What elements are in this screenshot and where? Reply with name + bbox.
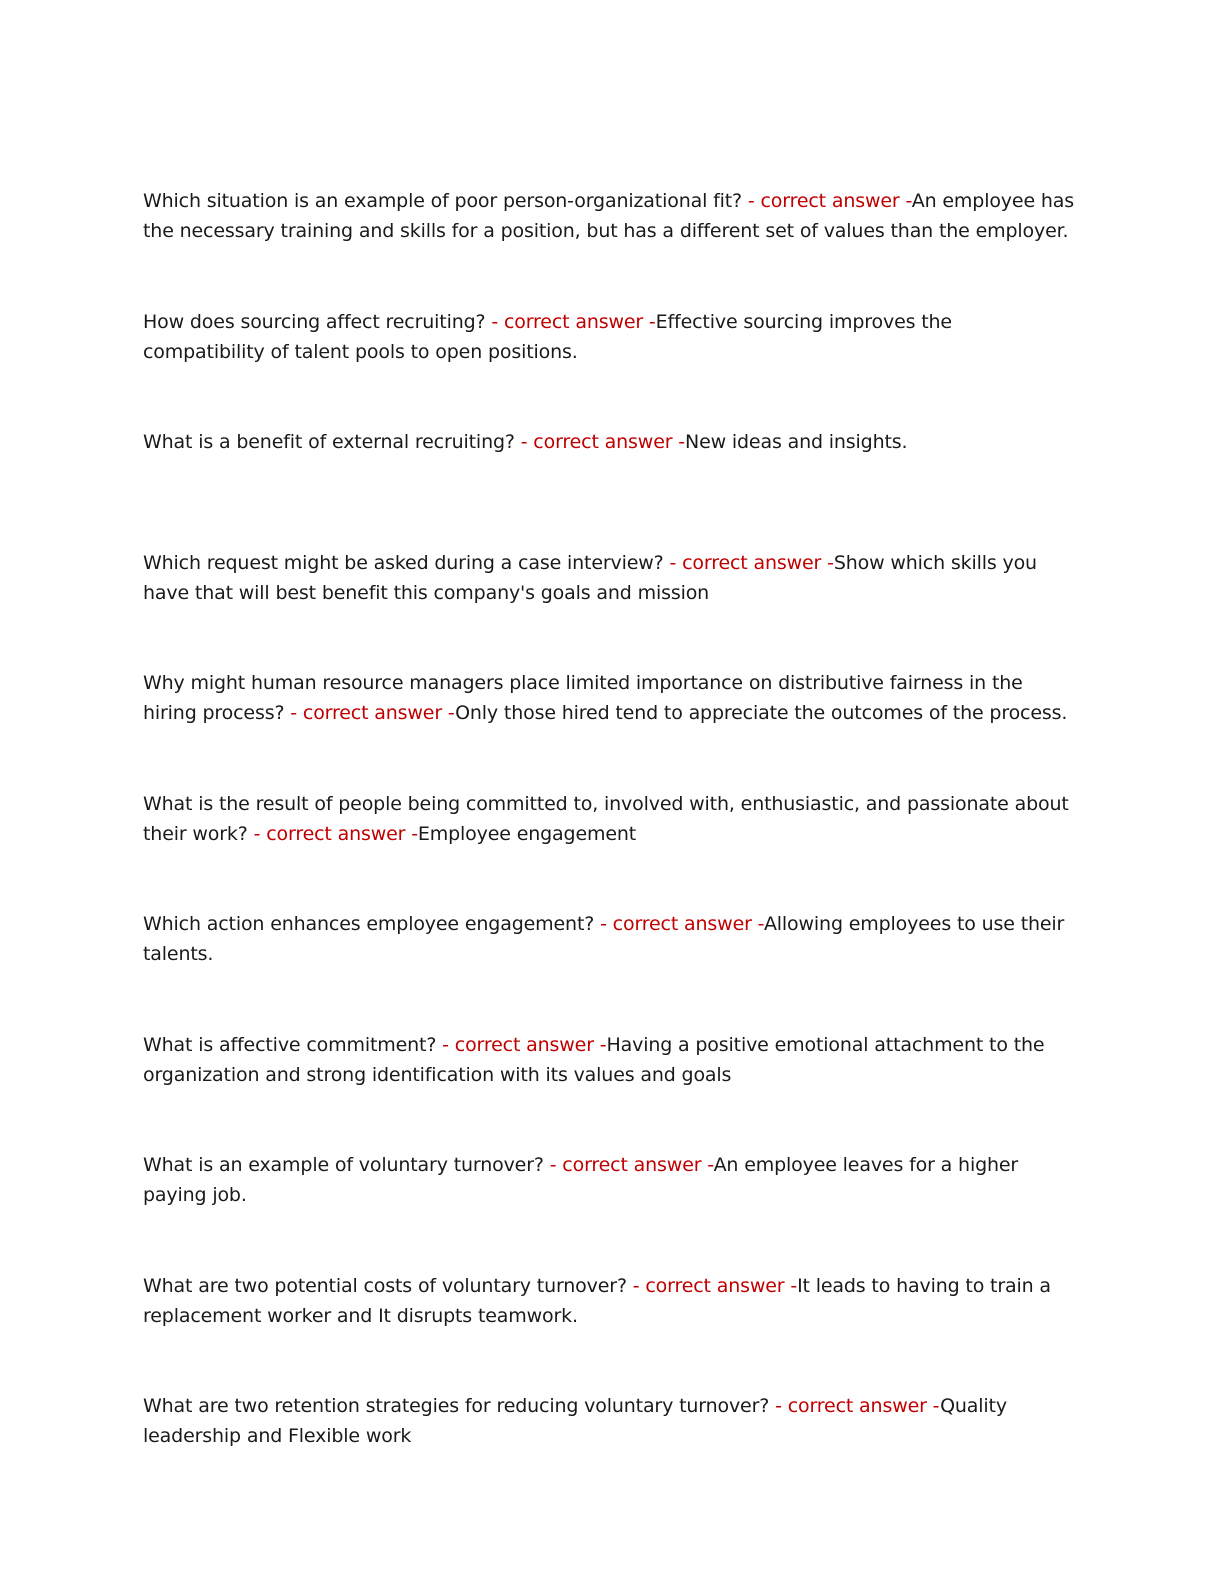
answer-text: It leads to having to train a replacement worker and It disrupts teamwork.	[143, 1274, 1051, 1327]
question-text: What are two retention strategies for reducing voluntary turnover?	[143, 1395, 770, 1417]
question-text: What is the result of people being committed to, involved with, enthusiastic, and passionate about their work?	[143, 792, 1069, 845]
answer-text: An employee has the necessary training and skills for a position, but has a different set of values than the employer.	[143, 190, 1075, 242]
question-text: Which action enhances employee engagement?	[143, 913, 595, 935]
correct-answer-separator: - correct answer -	[442, 1033, 607, 1056]
answer-text: Effective sourcing improves the compatibility of talent pools to open positions.	[143, 310, 952, 363]
correct-answer-separator: - correct answer -	[669, 551, 834, 574]
answer-text: An employee leaves for a higher paying job.	[143, 1154, 1019, 1206]
answer-text: Employee engagement	[417, 822, 637, 845]
qa-item	[143, 789, 1078, 910]
qa-item	[143, 1271, 1078, 1392]
answer-text: Show which skills you have that will best benefit this company's goals and mission	[143, 551, 1037, 604]
answer-text: Having a positive emotional attachment to the organization and strong identification with its values and goals	[143, 1033, 1045, 1086]
qa-item	[143, 1150, 1078, 1271]
correct-answer-separator: - correct answer -	[549, 1154, 714, 1176]
qa-item	[143, 427, 1078, 548]
question-text: What are two potential costs of voluntary turnover?	[143, 1274, 627, 1297]
question-text: Why might human resource managers place limited importance on distributive fairness in the hiring process?	[143, 672, 1023, 724]
correct-answer-separator: - correct answer -	[775, 1395, 941, 1417]
document-page	[143, 186, 1078, 1512]
question-text: Which request might be asked during a case interview?	[143, 551, 664, 574]
question-text: Which situation is an example of poor person-organizational fit?	[143, 190, 742, 212]
qa-item	[143, 548, 1078, 669]
answer-text: New ideas and insights.	[685, 431, 908, 453]
question-text: What is a benefit of external recruiting?	[143, 431, 515, 453]
qa-item	[143, 1030, 1078, 1151]
correct-answer-separator: - correct answer -	[520, 431, 685, 453]
qa-item	[143, 909, 1078, 1030]
correct-answer-separator: - correct answer -	[632, 1274, 798, 1297]
correct-answer-separator: - correct answer -	[491, 310, 656, 333]
correct-answer-separator: - correct answer -	[290, 702, 456, 724]
correct-answer-separator: - correct answer -	[747, 190, 912, 212]
answer-text: Allowing employees to use their talents.	[143, 913, 1065, 965]
answer-text: Quality leadership and Flexible work	[143, 1395, 1007, 1447]
qa-item	[143, 186, 1078, 307]
qa-item	[143, 668, 1078, 789]
question-text: What is affective commitment?	[143, 1033, 437, 1056]
correct-answer-separator: - correct answer -	[253, 822, 418, 845]
qa-item	[143, 307, 1078, 428]
answer-text: Only those hired tend to appreciate the outcomes of the process.	[455, 702, 1068, 724]
correct-answer-separator: - correct answer -	[600, 913, 764, 935]
qa-item	[143, 1391, 1078, 1512]
question-text: How does sourcing affect recruiting?	[143, 310, 486, 333]
question-text: What is an example of voluntary turnover?	[143, 1154, 544, 1176]
